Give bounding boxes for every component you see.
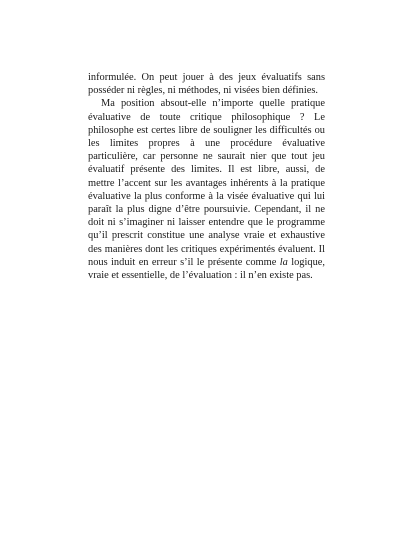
paragraph-main [88, 97, 325, 282]
body-text [88, 71, 325, 282]
paragraph-main-italic: la [279, 256, 288, 268]
paragraph-main-part2: logique, vraie et essentielle, de l’évaluation : il n’en existe pas. [88, 256, 325, 282]
paragraph-main-part1: Ma position absout-elle n’importe quelle pratique évaluative de toute critique philosophique ? Le philosophe est certes libre de souligner les difficultés ou les limites propres à une procédure évaluative particulière, car personne ne saurait nier que tout jeu évaluatif présente des limites. Il est libre, aussi, de mettre l’accent sur les avantages inhérents à la pratique évaluative la plus conforme à la visée évaluative qui lui paraît la plus digne d’être poursuivie. Cependant, il ne doit ni s’imaginer ni laisser entendre que le programme qu’il prescrit constitue une analyse vraie et exhaustive des manières dont les critiques expérimentés évaluent. Il nous induit en erreur s’il le présente comme [88, 98, 325, 268]
paragraph-continuation: informulée. On peut jouer à des jeux évaluatifs sans posséder ni règles, ni méthodes, ni visées bien définies. [88, 72, 325, 97]
